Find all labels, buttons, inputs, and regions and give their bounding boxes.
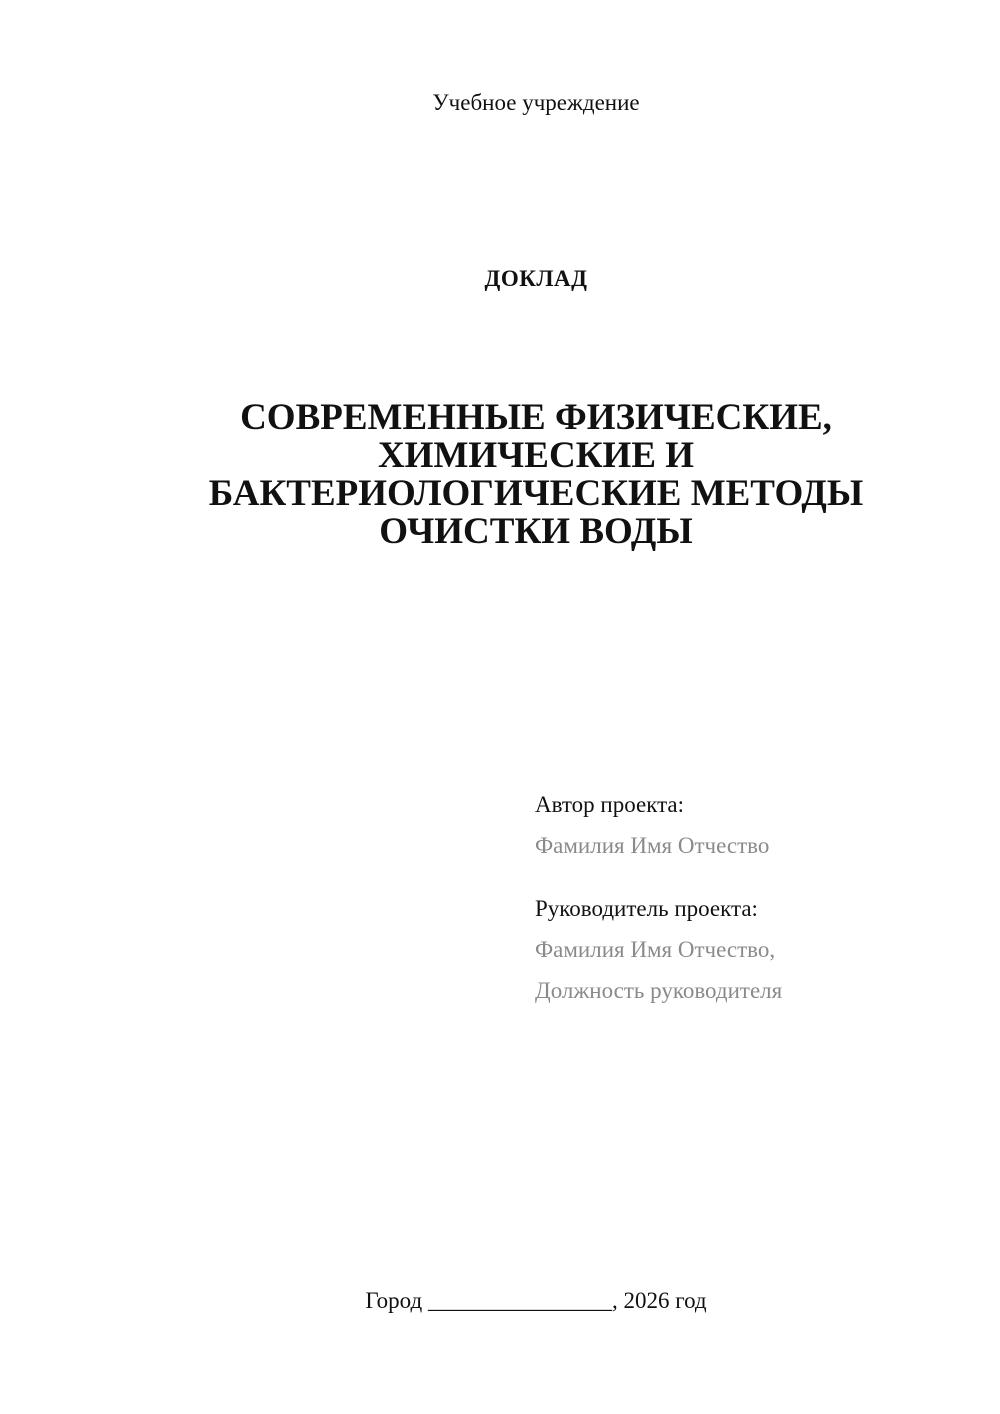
title-line: СОВРЕМЕННЫЕ ФИЗИЧЕСКИЕ, bbox=[240, 397, 832, 438]
title-line: ХИМИЧЕСКИЕ И bbox=[377, 435, 695, 476]
author-block bbox=[535, 784, 975, 866]
title-line: ОЧИСТКИ ВОДЫ bbox=[379, 511, 693, 552]
title-line: БАКТЕРИОЛОГИЧЕСКИЕ МЕТОДЫ bbox=[208, 473, 864, 514]
author-name: Фамилия Имя Отчество bbox=[535, 833, 770, 858]
supervisor-name: Фамилия Имя Отчество, bbox=[535, 937, 776, 962]
institution-name: Учебное учреждение bbox=[432, 90, 640, 115]
author-label: Автор проекта: bbox=[535, 792, 684, 817]
document-type: ДОКЛАД bbox=[484, 266, 588, 291]
report-title bbox=[0, 399, 1000, 551]
city-year-line: Город ________________, 2026 год bbox=[365, 1288, 707, 1313]
supervisor-block bbox=[535, 888, 975, 1011]
supervisor-position: Должность руководителя bbox=[535, 978, 783, 1003]
supervisor-label: Руководитель проекта: bbox=[535, 896, 758, 921]
